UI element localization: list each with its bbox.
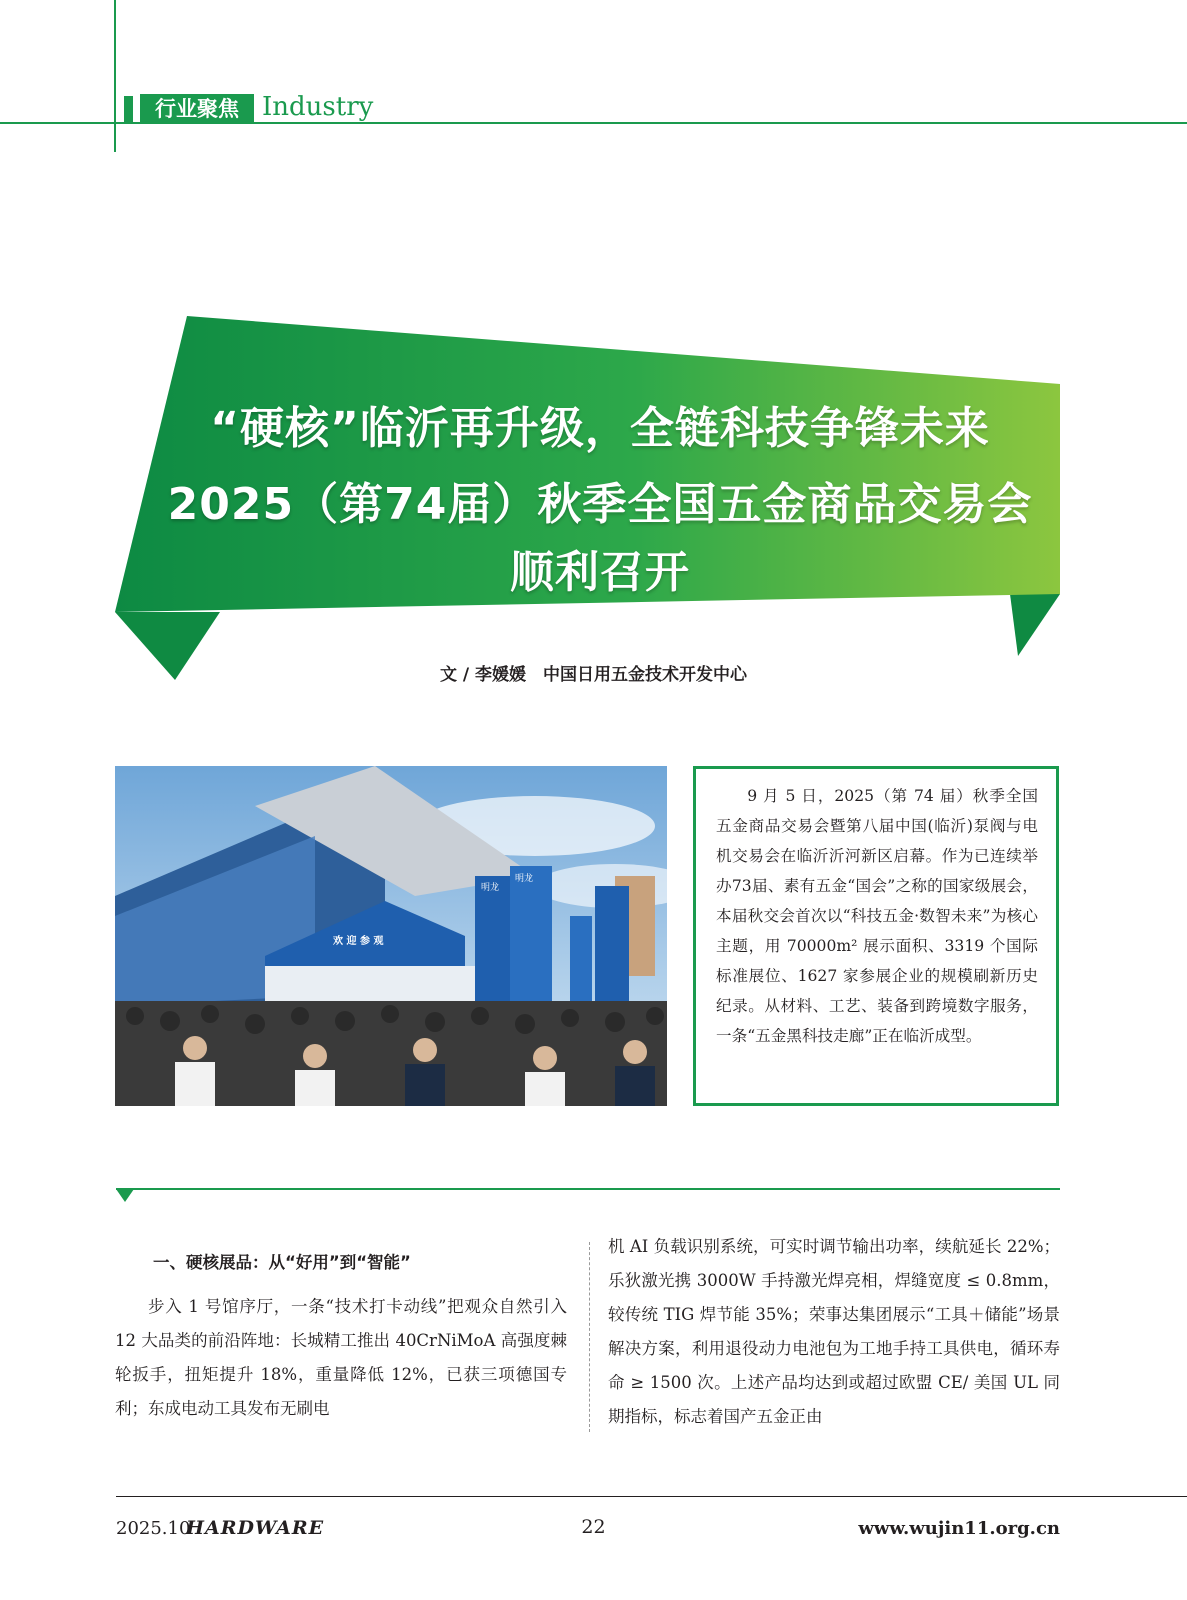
footer-website: www.wujin11.org.cn xyxy=(858,1518,1060,1539)
footer-magazine-name: HARDWARE xyxy=(186,1517,325,1539)
column-separator xyxy=(589,1242,590,1432)
body-paragraph-left: 步入 1 号馆序厅，一条“技术打卡动线”把观众自然引入 12 大品类的前沿阵地：长城精工推出 40CrNiMoA 高强度棘轮扳手，扭矩提升 18%，重量降低 12%，已获三项德国专利；东成电动工具发布无刷电 xyxy=(115,1297,567,1418)
expo-entrance-photo xyxy=(115,766,667,1106)
page-number: 22 xyxy=(581,1516,606,1538)
article-title-line-3: 顺利召开 xyxy=(510,547,690,598)
article-summary-box xyxy=(693,766,1059,1106)
svg-text:明龙: 明龙 xyxy=(481,883,500,893)
article-title-line-1: “硬核”临沂再升级，全链科技争锋未来 xyxy=(210,403,990,454)
byline: 文 / 李媛媛 中国日用五金技术开发中心 xyxy=(439,665,748,685)
divider-triangle-icon xyxy=(116,1189,134,1202)
summary-text: 9 月 5 日，2025（第 74 届）秋季全国五金商品交易会暨第八届中国(临沂)泵阀与电机交易会在临沂沂河新区启幕。作为已连续举办73届、素有五金“国会”之称的国家级展会，本届秋交会首次以“科技五金·数智未来”为核心主题，用 70000m² 展示面积、3319 个国际标准展位、1627 家参展企业的规模刷新历史纪录。从材料、工艺、装备到跨境数字服务，一条“五金黑科技走廊”正在临沂成型。 xyxy=(716,787,1038,1045)
svg-text:明龙: 明龙 xyxy=(515,874,534,884)
banner-right-fold xyxy=(1010,594,1060,656)
section-label-cn: 行业聚焦 xyxy=(140,94,254,124)
footer-issue-date: 2025.10 xyxy=(116,1518,191,1539)
section-label-en: Industry xyxy=(262,92,374,122)
article-title-line-2: 2025（第74届）秋季全国五金商品交易会 xyxy=(167,479,1033,530)
body-column-left xyxy=(115,1246,567,1426)
body-paragraph-right: 机 AI 负载识别系统，可实时调节输出功率，续航延长 22%；乐狄激光携 3000W 手持激光焊亮相，焊缝宽度 ≤ 0.8mm，较传统 TIG 焊节能 35%；荣事达集团展示“工具＋储能”场景解决方案，利用退役动力电池包为工地手持工具供电，循环寿命 ≥ 1500 次。上述产品均达到或超过欧盟 CE/ 美国 UL 同期指标，标志着国产五金正由 xyxy=(608,1237,1060,1426)
footer-rule xyxy=(116,1496,1187,1497)
section-heading: 一、硬核展品：从“好用”到“智能” xyxy=(153,1253,411,1272)
section-divider xyxy=(116,1188,1060,1190)
welcome-tent-sign: 欢 迎 参 观 xyxy=(333,936,384,947)
body-column-right xyxy=(608,1230,1060,1434)
